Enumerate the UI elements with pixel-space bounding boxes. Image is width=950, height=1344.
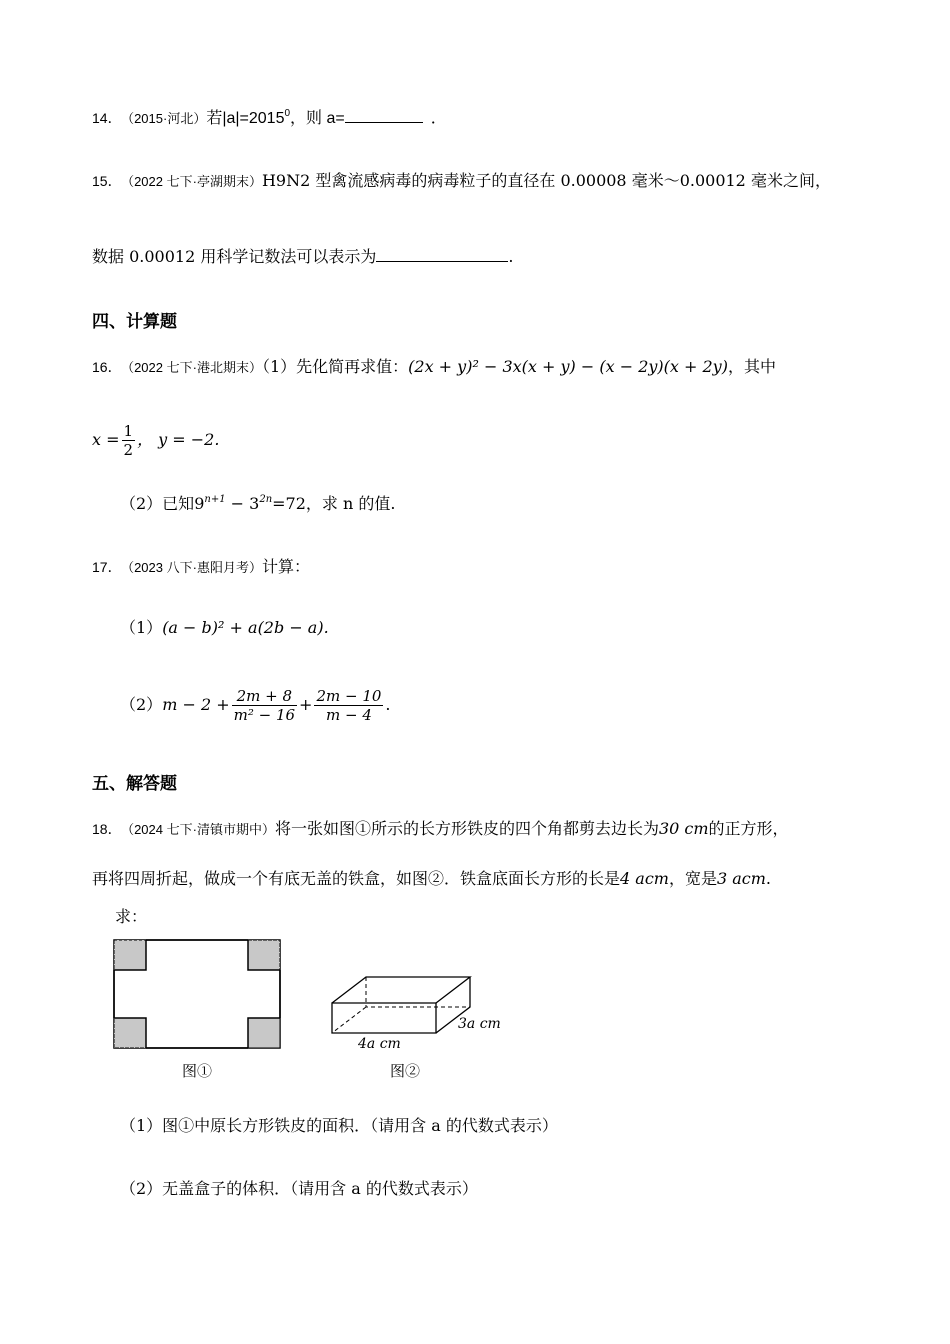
question-text: 若|a|=2015 bbox=[206, 110, 285, 127]
corner-square-bottom-left bbox=[114, 1018, 146, 1048]
question-text: H9N2 型禽流感病毒的病毒粒子的直径在 0.00008 毫米～0.00012 毫米之间， bbox=[261, 171, 831, 190]
question-18-ask: 求： bbox=[115, 907, 148, 926]
question-16 bbox=[92, 356, 776, 379]
question-text: 计算： bbox=[261, 557, 310, 576]
question-18-line-2 bbox=[92, 868, 771, 890]
question-text-mid: ，则 a= bbox=[290, 110, 345, 127]
question-18 bbox=[92, 818, 789, 841]
corner-square-top-left bbox=[114, 940, 146, 970]
exponent: 0 bbox=[284, 108, 291, 119]
part-label: （2） bbox=[120, 695, 163, 714]
fraction-denominator: 2 bbox=[123, 441, 134, 459]
question-number: 18． bbox=[92, 821, 122, 837]
question-text: 的正方形， bbox=[708, 819, 789, 838]
answer-blank[interactable] bbox=[376, 245, 508, 262]
question-number: 15． bbox=[92, 173, 122, 189]
figure-2-width-label: 3a cm bbox=[458, 1016, 501, 1032]
fraction-numerator: 2m − 10 bbox=[316, 687, 382, 705]
question-16-given-values bbox=[92, 420, 219, 460]
fraction-denominator: m² − 16 bbox=[233, 706, 296, 724]
corner-square-bottom-right bbox=[248, 1018, 280, 1048]
math-expression-prefix: m − 2 + bbox=[162, 695, 230, 714]
fraction-numerator: 2m + 8 bbox=[232, 687, 297, 706]
figure-1-caption: 图① bbox=[182, 1062, 213, 1080]
question-end: . bbox=[765, 869, 771, 888]
section-heading-calculation: 四、计算题 bbox=[92, 312, 177, 332]
question-14 bbox=[92, 106, 447, 130]
figure-1-sheet bbox=[112, 938, 284, 1052]
question-text-tail: ，求 n 的值. bbox=[305, 494, 396, 513]
question-15 bbox=[92, 170, 831, 193]
question-number: 14． bbox=[92, 110, 122, 126]
question-18-part-1: （1）图①中原长方形铁皮的面积．（请用含 a 的代数式表示） bbox=[120, 1116, 558, 1135]
question-15-line-2 bbox=[92, 245, 513, 268]
part-label: （1） bbox=[120, 618, 163, 637]
part-label: （2）已知 bbox=[120, 494, 195, 513]
question-end: ． bbox=[430, 108, 447, 127]
question-16-part-2 bbox=[120, 493, 395, 515]
question-source: （2023 八下·惠阳月考） bbox=[127, 560, 262, 575]
question-source: （2022 七下·亭湖期末） bbox=[127, 174, 262, 189]
plus-sign: + bbox=[299, 695, 313, 714]
question-source: （2015·河北） bbox=[127, 111, 207, 126]
figure-2-length-label: 4a cm bbox=[358, 1036, 401, 1052]
power-base: 9 bbox=[194, 494, 205, 513]
question-17 bbox=[92, 556, 310, 579]
measure-length: 4 acm bbox=[620, 869, 669, 888]
part-label: （1）先化简再求值： bbox=[261, 357, 409, 376]
math-expression: (2x + y)² − 3x(x + y) − (x − 2y)(x + 2y) bbox=[408, 357, 728, 376]
question-text: 将一张如图①所示的长方形铁皮的四个角都剪去边长为 bbox=[274, 819, 659, 838]
fraction-denominator: m − 4 bbox=[326, 706, 372, 724]
measure-width: 3 acm bbox=[716, 869, 766, 888]
answer-blank[interactable] bbox=[345, 106, 423, 123]
question-text: 再将四周折起，做成一个有底无盖的铁盒，如图②．铁盒底面长方形的长是 bbox=[92, 869, 621, 888]
measure-30cm: 30 cm bbox=[658, 819, 709, 838]
question-number: 17． bbox=[92, 559, 122, 575]
question-text-tail: ，其中 bbox=[727, 357, 776, 376]
fraction-numerator: 1 bbox=[123, 422, 134, 440]
equals-value: =72 bbox=[272, 494, 306, 513]
question-text: 数据 0.00012 用科学记数法可以表示为 bbox=[92, 247, 377, 266]
x-equals: x = bbox=[92, 430, 120, 449]
fraction-2 bbox=[314, 687, 383, 724]
exponent: 2n bbox=[259, 494, 273, 505]
question-source: （2022 七下·港北期末） bbox=[127, 360, 262, 375]
y-equals: ， y = −2. bbox=[137, 430, 220, 449]
question-end: . bbox=[508, 247, 514, 266]
expression-end: . bbox=[385, 695, 391, 714]
section-heading-answer: 五、解答题 bbox=[92, 774, 177, 794]
question-number: 16． bbox=[92, 359, 122, 375]
minus-term: − 3 bbox=[225, 494, 260, 513]
figure-2-caption: 图② bbox=[390, 1062, 421, 1080]
fraction-one-half bbox=[122, 422, 136, 459]
question-text: ，宽是 bbox=[668, 869, 717, 888]
question-18-part-2: （2）无盖盒子的体积．（请用含 a 的代数式表示） bbox=[120, 1179, 478, 1198]
math-expression: (a − b)² + a(2b − a). bbox=[162, 618, 329, 637]
box-top-rim bbox=[332, 977, 470, 1003]
question-source: （2024 七下·清镇市期中） bbox=[127, 822, 275, 837]
figure-2-box bbox=[326, 970, 476, 1040]
question-17-part-2 bbox=[120, 683, 391, 727]
exponent: n+1 bbox=[204, 494, 226, 505]
fraction-1 bbox=[232, 687, 297, 724]
question-17-part-1 bbox=[120, 617, 329, 639]
corner-square-top-right bbox=[248, 940, 280, 970]
